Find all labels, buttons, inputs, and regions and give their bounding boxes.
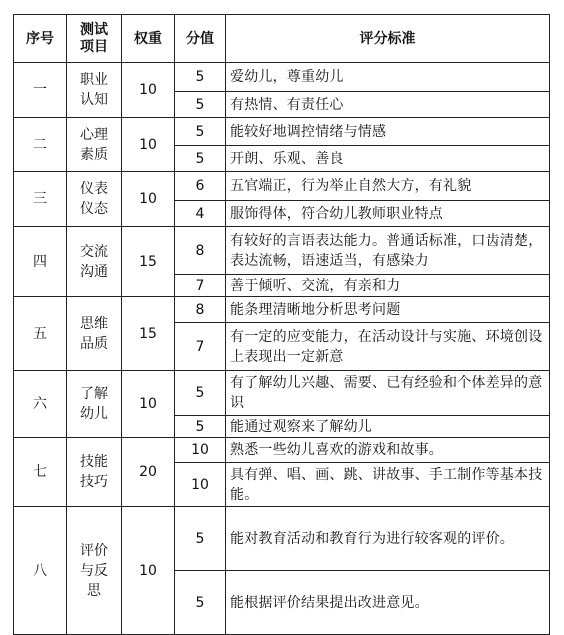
row-criteria: 具有弹、唱、画、跳、讲故事、手工制作等基本技能。 xyxy=(226,463,550,507)
row-index: 二 xyxy=(14,118,67,172)
row-test-item xyxy=(67,172,122,227)
row-test-item-line: 技能 xyxy=(80,454,108,470)
row-criteria: 能对教育活动和教育行为进行较客观的评价。 xyxy=(226,507,550,571)
row-weight: 10 xyxy=(122,172,175,227)
row-index: 三 xyxy=(14,172,67,227)
row-test-item-line: 沟通 xyxy=(80,263,108,280)
row-weight: 10 xyxy=(122,63,175,118)
row-criteria: 有了解幼儿兴趣、需要、已有经验和个体差异的意识 xyxy=(226,371,550,416)
row-score: 10 xyxy=(175,438,226,463)
row-test-item-line: 品质 xyxy=(80,335,108,352)
row-score: 7 xyxy=(175,323,226,371)
row-criteria: 善于倾听、交流，有亲和力 xyxy=(226,275,550,297)
row-score: 5 xyxy=(175,118,226,146)
row-test-item-line: 技巧 xyxy=(80,474,108,490)
row-test-item-line: 了解 xyxy=(80,386,108,402)
row-test-item-line: 交流 xyxy=(80,243,108,260)
table-row xyxy=(14,507,550,571)
row-test-item-line: 评价 xyxy=(80,542,108,559)
header-item-line2: 项目 xyxy=(80,38,108,55)
row-score: 4 xyxy=(175,201,226,227)
header-item-line1: 测试 xyxy=(80,21,108,38)
row-index: 八 xyxy=(14,507,67,635)
row-criteria: 有较好的言语表达能力。普通话标准，口齿清楚，表达流畅，语速适当，有感染力 xyxy=(226,227,550,275)
row-weight: 10 xyxy=(122,118,175,172)
score-table xyxy=(13,14,550,635)
row-test-item-line: 与反 xyxy=(80,562,108,579)
row-score: 5 xyxy=(175,416,226,438)
row-test-item xyxy=(67,63,122,118)
header-score: 分值 xyxy=(175,15,226,63)
row-index: 四 xyxy=(14,227,67,297)
row-score: 5 xyxy=(175,63,226,92)
row-weight: 15 xyxy=(122,297,175,371)
row-criteria: 服饰得体，符合幼儿教师职业特点 xyxy=(226,201,550,227)
row-criteria: 有一定的应变能力，在活动设计与实施、环境创设上表现出一定新意 xyxy=(226,323,550,371)
row-criteria: 能通过观察来了解幼儿 xyxy=(226,416,550,438)
row-score: 7 xyxy=(175,275,226,297)
row-test-item-line: 幼儿 xyxy=(80,406,108,422)
row-test-item xyxy=(67,438,122,507)
row-criteria: 开朗、乐观、善良 xyxy=(226,146,550,172)
row-index: 一 xyxy=(14,63,67,118)
row-test-item-line: 认知 xyxy=(80,92,108,108)
row-test-item xyxy=(67,371,122,438)
row-score: 5 xyxy=(175,92,226,118)
table-row xyxy=(14,297,550,323)
table-row xyxy=(14,227,550,275)
row-weight: 15 xyxy=(122,227,175,297)
table-body xyxy=(14,63,550,635)
row-criteria: 熟悉一些幼儿喜欢的游戏和故事。 xyxy=(226,438,550,463)
row-test-item-line: 思维 xyxy=(80,315,108,332)
row-score: 5 xyxy=(175,371,226,416)
row-test-item-line: 仪态 xyxy=(80,201,108,217)
row-test-item-line: 素质 xyxy=(80,146,108,163)
row-weight: 10 xyxy=(122,371,175,438)
row-score: 8 xyxy=(175,297,226,323)
row-score: 8 xyxy=(175,227,226,275)
row-index: 七 xyxy=(14,438,67,507)
row-index: 五 xyxy=(14,297,67,371)
row-criteria: 有热情、有责任心 xyxy=(226,92,550,118)
row-test-item xyxy=(67,507,122,635)
row-score: 6 xyxy=(175,172,226,201)
table-row xyxy=(14,371,550,416)
row-weight: 10 xyxy=(122,507,175,635)
row-criteria: 五官端正，行为举止自然大方，有礼貌 xyxy=(226,172,550,201)
header-index: 序号 xyxy=(14,15,67,63)
row-criteria: 能根据评价结果提出改进意见。 xyxy=(226,571,550,635)
header-item xyxy=(67,15,122,63)
row-score: 10 xyxy=(175,463,226,507)
row-test-item xyxy=(67,118,122,172)
row-index: 六 xyxy=(14,371,67,438)
header-row xyxy=(14,15,550,63)
row-criteria: 爱幼儿，尊重幼儿 xyxy=(226,63,550,92)
row-score: 5 xyxy=(175,507,226,571)
row-test-item xyxy=(67,227,122,297)
table-row xyxy=(14,172,550,201)
row-test-item-line: 职业 xyxy=(80,72,108,88)
row-score: 5 xyxy=(175,146,226,172)
row-weight: 20 xyxy=(122,438,175,507)
row-criteria: 能条理清晰地分析思考问题 xyxy=(226,297,550,323)
table-row xyxy=(14,63,550,92)
row-test-item-line: 心理 xyxy=(80,126,108,143)
row-test-item-line: 仪表 xyxy=(80,181,108,197)
table-row xyxy=(14,118,550,146)
row-criteria: 能较好地调控情绪与情感 xyxy=(226,118,550,146)
header-weight: 权重 xyxy=(122,15,175,63)
row-test-item xyxy=(67,297,122,371)
header-criteria: 评分标准 xyxy=(226,15,550,63)
row-test-item-line: 思 xyxy=(87,582,101,599)
table-row xyxy=(14,438,550,463)
row-score: 5 xyxy=(175,571,226,635)
